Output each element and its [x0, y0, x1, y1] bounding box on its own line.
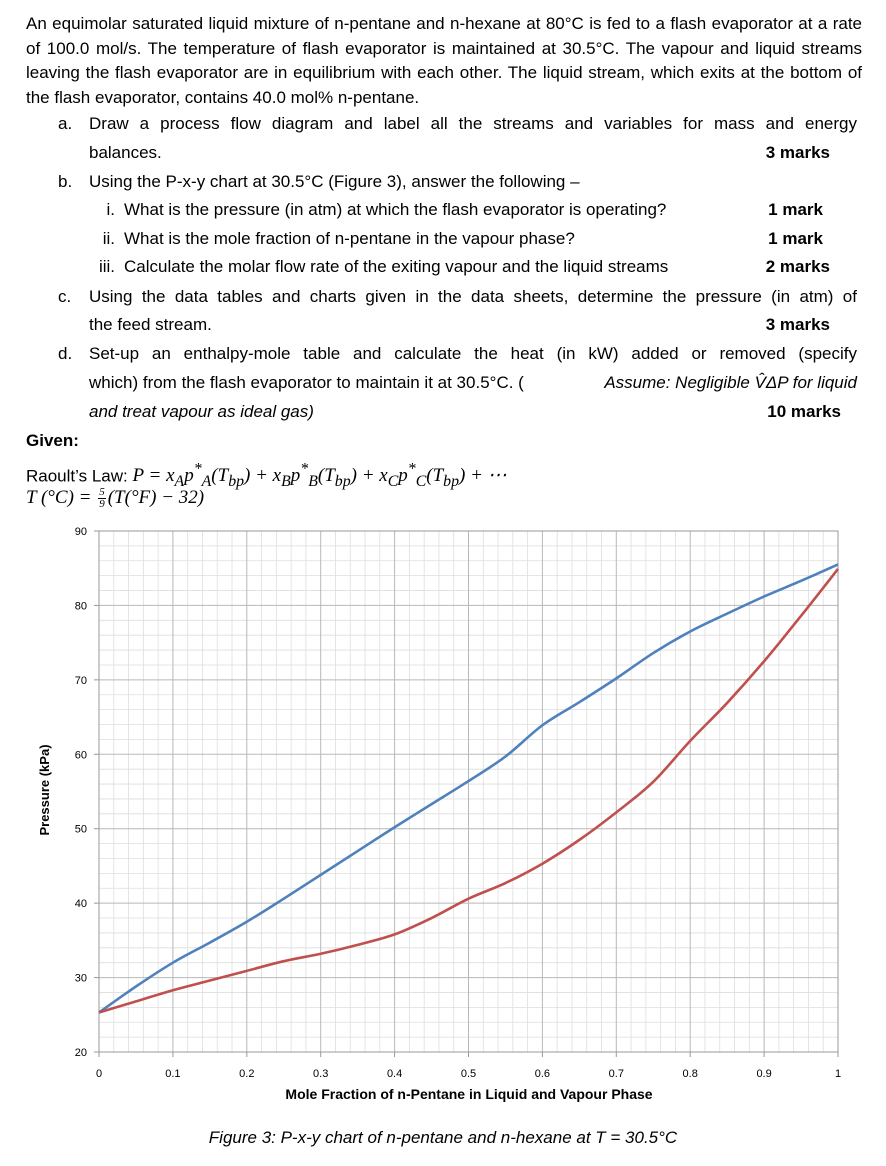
- question-d-label: d.: [58, 344, 73, 363]
- eq-xa-sub: A: [174, 473, 185, 491]
- eq-tc-sub: bp: [443, 473, 459, 491]
- raoults-law-equation: $P = x_Ap^*_A(T_{bp}) + x_Bp^*_B(T_{bp}) + x_Cp^*_C(T_{bp})$ + ⋯: [132, 461, 507, 491]
- question-d-line1: Set-up an enthalpy-mole table and calculate the heat (in kW) added or removed (specify: [89, 344, 857, 363]
- question-c-line1: Using the data tables and charts given in the data sheets, determine the pressure (in atm) of: [89, 287, 857, 306]
- eq-xa: x: [166, 465, 175, 487]
- x-tick-label: 0.1: [165, 1068, 181, 1080]
- eq-xc-sub: C: [387, 473, 399, 491]
- question-b-i-marks: 1 mark: [768, 200, 823, 219]
- axes: [94, 531, 838, 1057]
- question-b-ii-text: What is the mole fraction of n-pentane in the vapour phase?: [124, 229, 575, 248]
- question-d-line2: [89, 371, 857, 395]
- temp-fraction-numerator: 5: [99, 486, 105, 499]
- eq-ta-sub: bp: [228, 473, 245, 491]
- y-tick-label: 80: [74, 600, 87, 613]
- eq-tb-sub: bp: [334, 473, 351, 491]
- question-b-ii-marks: 1 mark: [768, 229, 823, 248]
- question-b-iii-text: Calculate the molar flow rate of the exiting vapour and the liquid streams: [124, 257, 669, 276]
- question-b-iii-label: iii.: [98, 257, 115, 276]
- y-tick-labels: [75, 526, 87, 1059]
- question-b-label: b.: [58, 172, 73, 191]
- temp-eq-rhs: (T(°F) − 32): [107, 487, 205, 508]
- question-a-line1: Draw a process flow diagram and label all the streams and variables for mass and energy: [89, 114, 857, 133]
- x-tick-label: 0.7: [608, 1068, 624, 1080]
- x-tick-labels: [96, 1068, 841, 1080]
- temperature-equation: [26, 486, 205, 511]
- x-tick-label: 0.9: [756, 1068, 772, 1080]
- eq-pb: p: [290, 465, 301, 487]
- y-tick-label: 30: [74, 972, 87, 985]
- y-axis-label: Pressure (kPa): [37, 744, 52, 836]
- question-d-marks: 10 marks: [767, 402, 841, 421]
- y-tick-label: 60: [74, 749, 87, 762]
- eq-xb-sub: B: [281, 473, 291, 491]
- question-a-marks: 3 marks: [765, 143, 830, 162]
- question-b-i-label: i.: [106, 200, 115, 219]
- eq-ellipsis: + ⋯: [465, 465, 507, 487]
- x-tick-label: 0.6: [534, 1068, 551, 1080]
- raoults-law-label: Raoult’s Law:: [26, 466, 128, 486]
- temp-fraction: [98, 487, 106, 510]
- eq-tb: T: [324, 465, 335, 487]
- grid-major: [99, 531, 838, 1052]
- pxy-chart: [0, 520, 886, 1120]
- x-tick-label: 0.2: [239, 1068, 255, 1080]
- eq-p: P: [132, 465, 144, 487]
- problem-statement: An equimolar saturated liquid mixture of n-pentane and n-hexane at 80°C is fed to a flash evaporator at a rate of 100.0 mol/s. The temperature of flash evaporator is maintained at 30.5°C. The vapour and liquid streams leaving the flash evaporator are in equilibrium with each other. The liquid stream, which exits at the bottom of the flash evaporator, contains 40.0 mol% n-pentane.: [26, 14, 862, 107]
- eq-pb-sub: B: [308, 473, 318, 491]
- x-tick-label: 1: [834, 1068, 842, 1080]
- eq-pc-sub: C: [415, 473, 427, 491]
- question-a-label: a.: [58, 114, 73, 133]
- x-tick-label: 0.3: [313, 1068, 329, 1080]
- temperature-conversion: [26, 486, 204, 510]
- eq-ta: T: [217, 465, 229, 487]
- x-axis-label: Mole Fraction of n-Pentane in Liquid and Vapour Phase: [285, 1086, 653, 1102]
- question-d-assumption: Assume: Negligible V̂ΔP for liquid: [604, 373, 857, 392]
- eq-plus-2: +: [356, 465, 380, 487]
- question-b-i-text: What is the pressure (in atm) at which the flash evaporator is operating?: [124, 200, 667, 219]
- eq-xc: x: [379, 465, 388, 487]
- question-d-line3: and treat vapour as ideal gas): [89, 402, 314, 421]
- question-b-text: Using the P-x-y chart at 30.5°C (Figure 3), answer the following –: [89, 172, 580, 191]
- eq-xb: x: [272, 465, 282, 487]
- eq-tc: T: [432, 465, 444, 487]
- figure-caption: Figure 3: P-x-y chart of n-pentane and n-hexane at T = 30.5°C: [208, 1128, 678, 1147]
- x-tick-label: 0: [95, 1068, 103, 1080]
- eq-pa-sub: A: [201, 473, 212, 491]
- question-c-line2: the feed stream.: [89, 315, 212, 334]
- given-heading: Given:: [26, 431, 79, 450]
- question-b-ii-label: ii.: [102, 229, 115, 248]
- eq-equals: =: [143, 465, 167, 487]
- y-tick-label: 40: [74, 898, 87, 911]
- y-tick-label: 20: [74, 1047, 87, 1059]
- eq-plus-1: +: [250, 465, 273, 487]
- eq-pc: p: [398, 465, 408, 487]
- question-a-line2: balances.: [89, 143, 162, 162]
- y-tick-label: 70: [74, 674, 87, 687]
- temp-fraction-denominator: 9: [99, 498, 105, 511]
- temp-eq-lhs: T (°C) =: [26, 487, 97, 508]
- y-tick-label: 50: [74, 823, 87, 836]
- y-tick-label: 90: [74, 526, 87, 538]
- x-tick-label: 0.8: [682, 1068, 698, 1080]
- question-b-iii-marks: 2 marks: [765, 257, 830, 276]
- x-tick-label: 0.5: [460, 1068, 477, 1080]
- question-c-marks: 3 marks: [765, 315, 830, 334]
- question-c-label: c.: [58, 287, 72, 306]
- eq-pa: p: [184, 465, 194, 487]
- question-d-line2-start: which) from the flash evaporator to maintain it at 30.5°C. (: [89, 373, 524, 392]
- x-tick-label: 0.4: [386, 1068, 403, 1080]
